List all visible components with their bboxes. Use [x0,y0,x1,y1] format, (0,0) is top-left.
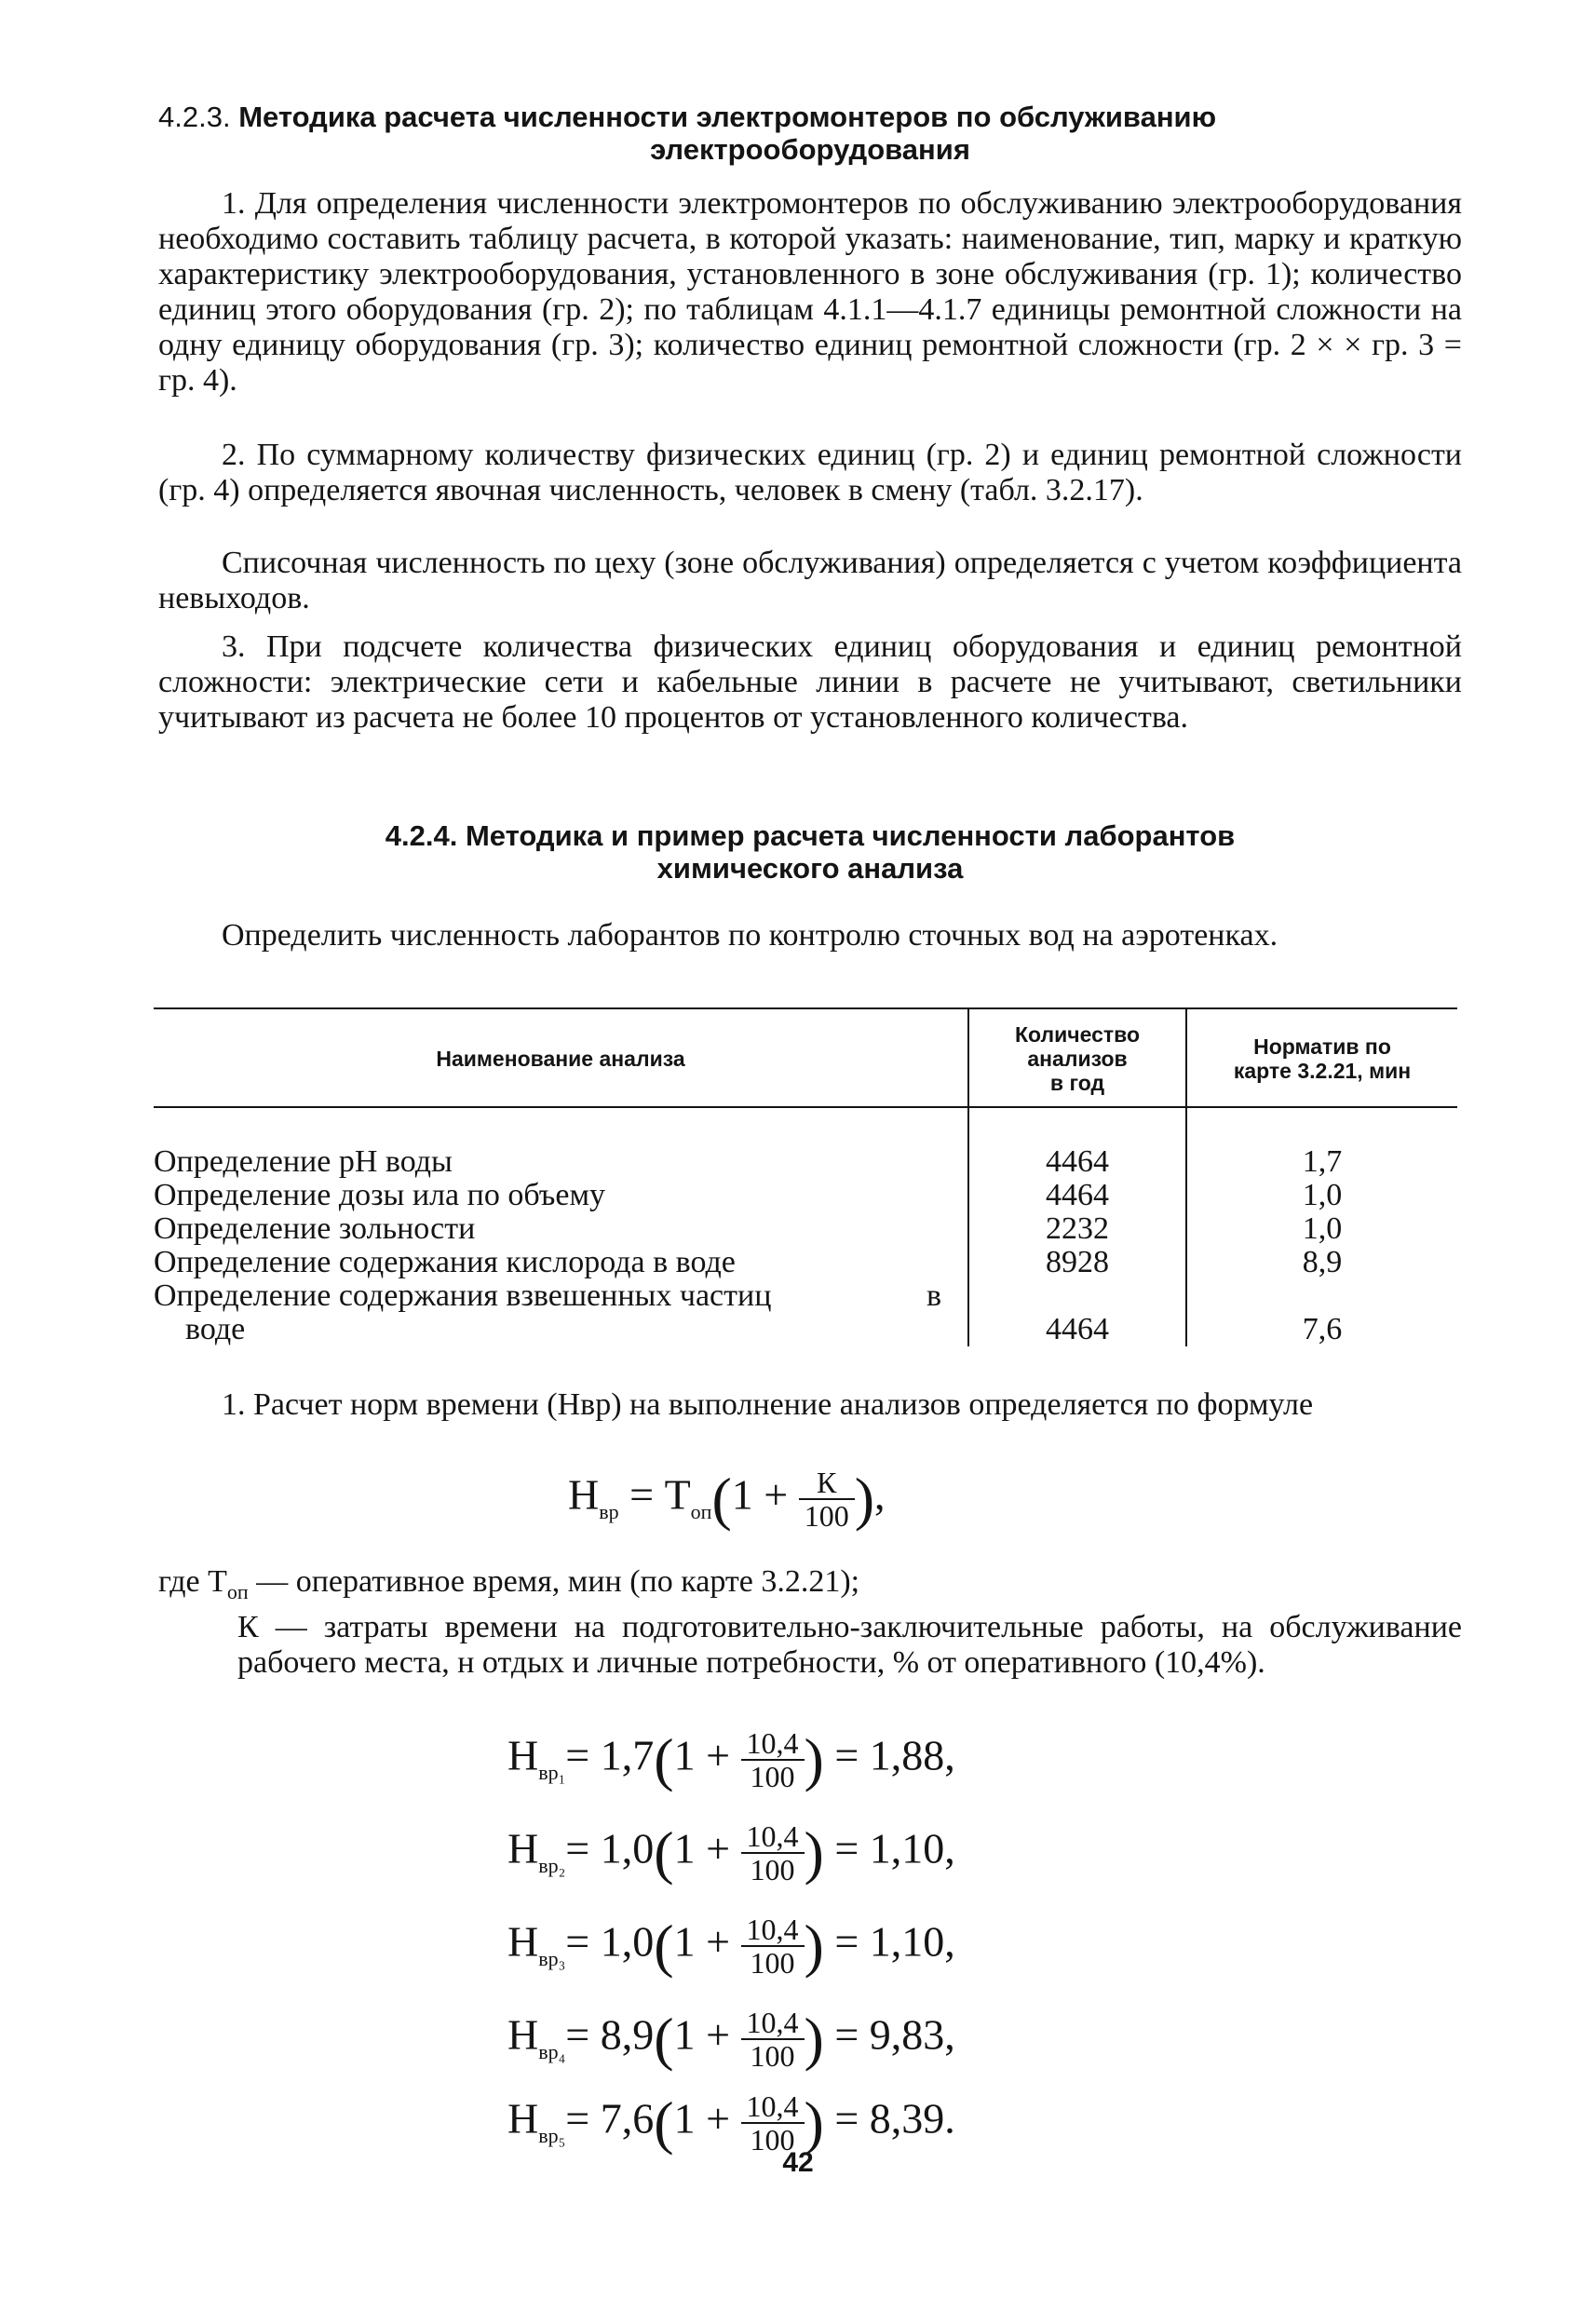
paragraph-4: 3. При подсчете количества физических единиц оборудования и единиц ремонтной сложности: электрические сети и кабельные линии в расчете не учитывают, светильники учитывают из расчета не более 10 процентов от установленного количества. [158,629,1462,735]
row-norm: 1,0 [1186,1179,1457,1212]
row-name: Определение pH воды [154,1144,453,1179]
formula-eq: = Т [629,1470,691,1519]
example-5: $Н_{вр_5}= 7,6(1$ + $\frac{10,4}{100}$ ) = 8,39. [507,2089,955,2157]
ex-num: 10,4 [741,1820,805,1854]
row-name-line1 [154,1279,962,1313]
section-423-heading [158,101,1462,166]
ex-den: 100 [750,1946,795,1980]
row-name-text: Определение содержания взвешенных частиц [154,1278,772,1313]
ex-result: 9,83, [869,2010,955,2059]
header-count-l3: в год [1049,1071,1105,1095]
ex-coef: 7,6 [600,2094,655,2143]
row-name-preposition: в [926,1278,941,1313]
ex-den: 100 [750,2039,795,2073]
section-424-heading [158,819,1462,885]
formula-one: 1 + [731,1470,789,1519]
example-3: $Н_{вр_3}= 1,0(1$ + $\frac{10,4}{100}$ ) = 1,10, [507,1913,955,1980]
section-title-line2: электрооборудования [650,133,970,166]
ex-sub: вр₂ [538,1853,566,1877]
example-4: $Н_{вр_4}= 8,9(1$ + $\frac{10,4}{100}$ ) = 9,83, [507,2006,955,2073]
ex-result: 8,39. [869,2094,955,2143]
header-count-l1: Количество [1014,1022,1141,1047]
ex-num: 10,4 [741,1727,805,1761]
row-count: 8928 [968,1246,1186,1279]
table-row [154,1179,1457,1212]
row-name [154,1279,968,1346]
ex-den: 100 [750,1853,795,1886]
ex-fraction [741,1913,805,1979]
ex-sub: вр₃ [538,1946,566,1970]
ex-sub: вр₅ [538,2123,566,2147]
ex-result: 1,88, [869,1731,955,1779]
ex-num: 10,4 [741,1913,805,1947]
row-norm: 7,6 [1186,1279,1457,1346]
definition-t [158,1564,1462,1610]
ex-num: 10,4 [741,2007,805,2040]
header-norm-l1: Норматив по [1253,1034,1391,1059]
row-norm: 1,7 [1186,1107,1457,1179]
header-norm [1186,1008,1457,1107]
example-1: $Н_{вр_1}= 1,7(1$ + $\frac{10,4}{100}$ ) = 1,88, [507,1726,955,1793]
analysis-table [154,1007,1457,1346]
header-norm-l2: карте 3.2.21, мин [1233,1059,1412,1083]
calc-paragraph: 1. Расчет норм времени (Нвр) на выполнение анализов определяется по формуле [222,1387,1314,1422]
section-424-title-line2: химического анализа [656,852,964,885]
row-norm: 1,0 [1186,1212,1457,1246]
ex-result: 1,10, [869,1917,955,1966]
section-title-line1: Методика расчета численности электромонтеров по обслуживанию [238,101,1217,133]
def-term: где Т [158,1564,227,1599]
ex-fraction [741,2090,805,2156]
ex-fraction [741,2007,805,2072]
ex-den: 100 [750,2123,795,2157]
ex-result: 1,10, [869,1824,955,1873]
row-count: 2232 [968,1212,1186,1246]
table-header-row [154,1008,1457,1107]
def-term-sub: оп [226,1579,249,1603]
row-name: Определение дозы ила по объему [154,1178,605,1212]
ex-sub: вр₁ [538,1760,566,1784]
ex-coef: 1,0 [600,1824,655,1873]
formula-fraction [799,1467,855,1532]
ex-coef: 1,7 [600,1731,655,1779]
section-424-title-line1: 4.2.4. Методика и пример расчета численности лаборантов [385,819,1236,852]
paragraph-1: 1. Для определения численности электромонтеров по обслуживанию электрооборудования необходимо составить таблицу расчета, в которой указать: наименование, тип, марку и краткую характеристику электрооборудования, установленного в зоне обслуживания (гр. 1); количество единиц этого оборудования (гр. 2); по таблицам 4.1.1—4.1.7 единицы ремонтной сложности на одну единицу оборудования (гр. 3); количество единиц ремонтной сложности (гр. 2 × × гр. 3 = гр. 4). [158,186,1462,398]
row-count: 4464 [968,1107,1186,1179]
def-text: — оперативное время, мин (по карте 3.2.21); [248,1564,860,1599]
row-count: 4464 [968,1179,1186,1212]
formula-lhs: Н [568,1470,600,1519]
ex-fraction [741,1727,805,1792]
header-count-l2: анализов [1027,1047,1128,1071]
ex-num: 10,4 [741,2090,805,2124]
table-row [154,1212,1457,1246]
formula-t-sub: оп [690,1499,712,1523]
definition-k: К — затраты времени на подготовительно-заключительные работы, на обслуживание рабочего места, н отдых и личные потребности, % от оперативного (10,4%). [237,1609,1462,1680]
row-name: Определение содержания кислорода в воде [154,1245,736,1279]
formula-lhs-sub: вр [599,1499,619,1523]
example-2: $Н_{вр_2}= 1,0(1$ + $\frac{10,4}{100}$ ) = 1,10, [507,1819,955,1886]
ex-sub: вр₄ [538,2039,566,2063]
table-row [154,1107,1457,1179]
ex-coef: 1,0 [600,1917,655,1966]
formula-num: К [799,1467,855,1500]
definitions [158,1564,1462,1681]
main-formula: $Н_{вр} = Т_{оп}(1$ + $\frac{К}{100}$ ), [568,1466,886,1533]
formula-den: 100 [804,1499,849,1533]
formula-tail: , [874,1470,886,1519]
ex-den: 100 [750,1760,795,1793]
page-number: 42 [782,2147,814,2178]
header-count [968,1008,1186,1107]
row-norm: 8,9 [1186,1246,1457,1279]
ex-fraction [741,1820,805,1886]
table-row [154,1279,1457,1346]
paragraph-3: Списочная численность по цеху (зоне обслуживания) определяется с учетом коэффициента невыходов. [158,546,1462,615]
row-name: Определение зольности [154,1211,476,1246]
section-424-intro: Определить численность лаборантов по контролю сточных вод на аэротенках. [222,918,1278,953]
row-count: 4464 [968,1279,1186,1346]
paragraph-2: 2. По суммарному количеству физических единиц (гр. 2) и единиц ремонтной сложности (гр. 4) определяется явочная численность, человек в смену (табл. 3.2.17). [158,438,1462,507]
row-name-line2: воде [185,1312,246,1346]
section-number: 4.2.3. [158,101,231,133]
ex-coef: 8,9 [600,2010,655,2059]
header-analysis-name: Наименование анализа [154,1008,968,1107]
table-row [154,1246,1457,1279]
